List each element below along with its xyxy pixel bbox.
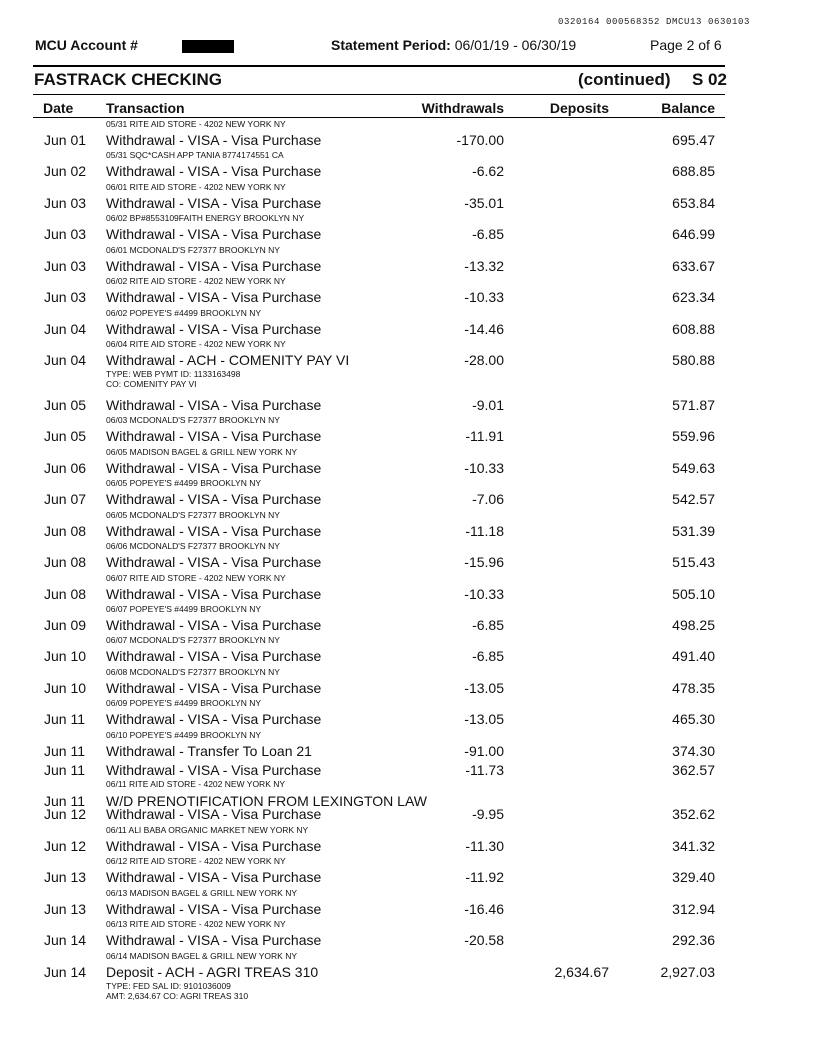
withdrawal-amount: -14.46 xyxy=(464,321,504,337)
transaction-date: Jun 03 xyxy=(44,195,87,211)
balance-amount: 341.32 xyxy=(672,838,715,854)
table-row xyxy=(0,667,816,698)
deposit-amount: 2,634.67 xyxy=(554,964,609,980)
page-number: Page 2 of 6 xyxy=(650,37,722,53)
balance-amount: 531.39 xyxy=(672,523,715,539)
transaction-detail: 06/13 RITE AID STORE - 4202 NEW YORK NY xyxy=(106,919,286,929)
transaction-detail: 06/06 MCDONALD'S F27377 BROOKLYN NY xyxy=(106,541,280,551)
transaction-date: Jun 14 xyxy=(44,932,87,948)
transaction-description: Withdrawal - VISA - Visa Purchase xyxy=(106,762,322,778)
transaction-date: Jun 04 xyxy=(44,321,87,337)
table-row xyxy=(0,698,816,729)
transaction-detail: 06/02 POPEYE'S #4499 BROOKLYN NY xyxy=(106,308,262,318)
withdrawal-amount: -20.58 xyxy=(464,932,504,948)
statement-period-label: Statement Period: xyxy=(331,37,451,53)
withdrawal-amount: -6.85 xyxy=(472,648,504,664)
transaction-description: Withdrawal - VISA - Visa Purchase xyxy=(106,491,322,507)
withdrawal-amount: -10.33 xyxy=(464,586,504,602)
transaction-detail: 06/11 RITE AID STORE - 4202 NEW YORK NY xyxy=(106,779,286,789)
transaction-date: Jun 08 xyxy=(44,523,87,539)
column-header-date: Date xyxy=(43,100,74,116)
transaction-date: Jun 11 xyxy=(44,762,85,778)
transaction-detail: 06/05 MADISON BAGEL & GRILL NEW YORK NY xyxy=(106,447,297,457)
table-row xyxy=(0,573,816,604)
transaction-date: Jun 08 xyxy=(44,586,87,602)
table-row xyxy=(0,213,816,244)
transaction-description: Withdrawal - VISA - Visa Purchase xyxy=(106,711,322,727)
table-row xyxy=(0,276,816,307)
withdrawal-amount: -11.92 xyxy=(465,869,504,885)
table-row xyxy=(0,478,816,509)
balance-amount: 352.62 xyxy=(672,806,715,822)
transaction-detail: 06/07 MCDONALD'S F27377 BROOKLYN NY xyxy=(106,635,280,645)
column-header-divider xyxy=(33,117,725,118)
table-row xyxy=(0,951,816,1001)
transaction-date: Jun 03 xyxy=(44,226,87,242)
transaction-date: Jun 05 xyxy=(44,428,87,444)
transaction-description: Withdrawal - ACH - COMENITY PAY VI xyxy=(106,352,350,368)
transaction-description: Withdrawal - VISA - Visa Purchase xyxy=(106,869,322,885)
withdrawal-amount: -11.18 xyxy=(465,523,504,539)
transaction-description: W/D PRENOTIFICATION FROM LEXINGTON LAW xyxy=(106,793,427,809)
transaction-detail: 06/08 MCDONALD'S F27377 BROOKLYN NY xyxy=(106,667,280,677)
transaction-detail: 06/10 POPEYE'S #4499 BROOKLYN NY xyxy=(106,730,262,740)
transaction-date: Jun 05 xyxy=(44,397,87,413)
withdrawal-amount: -6.85 xyxy=(472,617,504,633)
transaction-description: Deposit - ACH - AGRI TREAS 310 xyxy=(106,964,319,980)
transaction-date: Jun 11 xyxy=(44,793,85,809)
balance-amount: 362.57 xyxy=(672,762,715,778)
transaction-description: Withdrawal - VISA - Visa Purchase xyxy=(106,397,322,413)
transaction-detail: 06/09 POPEYE'S #4499 BROOKLYN NY xyxy=(106,698,262,708)
transaction-detail: 06/07 POPEYE'S #4499 BROOKLYN NY xyxy=(106,604,262,614)
balance-amount: 515.43 xyxy=(672,554,715,570)
transaction-description: Withdrawal - VISA - Visa Purchase xyxy=(106,289,322,305)
withdrawal-amount: -13.05 xyxy=(464,680,504,696)
withdrawal-amount: -11.30 xyxy=(465,838,504,854)
balance-amount: 491.40 xyxy=(672,648,715,664)
withdrawal-amount: -170.00 xyxy=(456,132,504,148)
transaction-date: Jun 12 xyxy=(44,806,87,822)
balance-amount: 549.63 xyxy=(672,460,715,476)
transaction-date: Jun 13 xyxy=(44,869,87,885)
transaction-description: Withdrawal - VISA - Visa Purchase xyxy=(106,586,322,602)
balance-amount: 478.35 xyxy=(672,680,715,696)
transaction-date: Jun 10 xyxy=(44,648,87,664)
transaction-date: Jun 08 xyxy=(44,554,87,570)
transaction-description: Withdrawal - VISA - Visa Purchase xyxy=(106,838,322,854)
account-label: MCU Account # xyxy=(35,37,138,53)
table-row xyxy=(0,150,816,181)
withdrawal-amount: -11.91 xyxy=(465,428,504,444)
header-divider xyxy=(33,65,725,67)
document-code-line: 0320164 000568352 DMCU13 0630103 xyxy=(558,17,751,27)
withdrawal-amount: -6.62 xyxy=(472,163,504,179)
table-row xyxy=(0,604,816,635)
transaction-description: Withdrawal - VISA - Visa Purchase xyxy=(106,460,322,476)
transaction-date: Jun 04 xyxy=(44,352,87,368)
transaction-date: Jun 07 xyxy=(44,491,87,507)
balance-amount: 292.36 xyxy=(672,932,715,948)
balance-amount: 498.25 xyxy=(672,617,715,633)
transaction-detail: 05/31 SQC*CASH APP TANIA 8774174551 CA xyxy=(106,150,284,160)
column-header-deposits: Deposits xyxy=(549,100,609,116)
withdrawal-amount: -16.46 xyxy=(464,901,504,917)
balance-amount: 505.10 xyxy=(672,586,715,602)
balance-amount: 542.57 xyxy=(672,491,715,507)
column-header-transaction: Transaction xyxy=(106,100,185,116)
transaction-description: Withdrawal - VISA - Visa Purchase xyxy=(106,428,322,444)
balance-amount: 571.87 xyxy=(672,397,715,413)
transaction-detail: 06/14 MADISON BAGEL & GRILL NEW YORK NY xyxy=(106,951,297,961)
balance-amount: 688.85 xyxy=(672,163,715,179)
transaction-date: Jun 11 xyxy=(44,711,85,727)
balance-amount: 623.34 xyxy=(672,289,715,305)
transaction-detail: 05/31 RITE AID STORE - 4202 NEW YORK NY xyxy=(106,119,286,129)
balance-amount: 646.99 xyxy=(672,226,715,242)
table-row xyxy=(0,793,816,824)
transaction-detail: 06/05 MCDONALD'S F27377 BROOKLYN NY xyxy=(106,510,280,520)
table-row xyxy=(0,308,816,339)
account-number-redaction xyxy=(182,40,234,53)
transaction-detail: 06/01 RITE AID STORE - 4202 NEW YORK NY xyxy=(106,182,286,192)
withdrawal-amount: -28.00 xyxy=(464,352,504,368)
section-divider xyxy=(33,94,725,95)
transaction-detail: 06/07 RITE AID STORE - 4202 NEW YORK NY xyxy=(106,573,286,583)
transaction-date: Jun 06 xyxy=(44,460,87,476)
transaction-detail: 06/12 RITE AID STORE - 4202 NEW YORK NY xyxy=(106,856,286,866)
transaction-date: Jun 12 xyxy=(44,838,87,854)
transaction-description: Withdrawal - VISA - Visa Purchase xyxy=(106,321,322,337)
withdrawal-amount: -11.73 xyxy=(465,762,504,778)
balance-amount: 695.47 xyxy=(672,132,715,148)
table-row xyxy=(0,510,816,541)
table-row xyxy=(0,888,816,919)
transaction-date: Jun 01 xyxy=(44,132,87,148)
transaction-detail: 06/04 RITE AID STORE - 4202 NEW YORK NY xyxy=(106,339,286,349)
transaction-description: Withdrawal - VISA - Visa Purchase xyxy=(106,901,322,917)
transaction-date: Jun 14 xyxy=(44,964,87,980)
withdrawal-amount: -15.96 xyxy=(464,554,504,570)
withdrawal-amount: -13.32 xyxy=(464,258,504,274)
transaction-detail: 06/02 RITE AID STORE - 4202 NEW YORK NY xyxy=(106,276,286,286)
table-row xyxy=(0,384,816,415)
table-row xyxy=(0,749,816,789)
transaction-description: Withdrawal - VISA - Visa Purchase xyxy=(106,554,322,570)
balance-amount: 608.88 xyxy=(672,321,715,337)
column-header-withdrawals: Withdrawals xyxy=(421,100,504,116)
table-row xyxy=(0,245,816,276)
transaction-description: Withdrawal - VISA - Visa Purchase xyxy=(106,195,322,211)
continued-label: (continued) xyxy=(578,70,671,89)
transaction-description: Withdrawal - VISA - Visa Purchase xyxy=(106,523,322,539)
transaction-date: Jun 03 xyxy=(44,289,87,305)
transaction-description: Withdrawal - VISA - Visa Purchase xyxy=(106,806,322,822)
balance-amount: 2,927.03 xyxy=(660,964,715,980)
table-row xyxy=(0,119,816,150)
column-header-balance: Balance xyxy=(661,100,715,116)
transaction-detail: 06/13 MADISON BAGEL & GRILL NEW YORK NY xyxy=(106,888,297,898)
section-code: S 02 xyxy=(692,70,727,89)
table-row xyxy=(0,541,816,572)
statement-period xyxy=(331,37,576,53)
balance-amount: 329.40 xyxy=(672,869,715,885)
withdrawal-amount: -10.33 xyxy=(464,289,504,305)
withdrawal-amount: -9.01 xyxy=(472,397,504,413)
transaction-detail: TYPE: WEB PYMT ID: 1133163498 xyxy=(106,369,241,379)
balance-amount: 312.94 xyxy=(672,901,715,917)
transaction-date: Jun 13 xyxy=(44,901,87,917)
withdrawal-amount: -10.33 xyxy=(464,460,504,476)
balance-amount: 653.84 xyxy=(672,195,715,211)
table-row xyxy=(0,856,816,887)
transaction-date: Jun 09 xyxy=(44,617,87,633)
transaction-description: Withdrawal - VISA - Visa Purchase xyxy=(106,258,322,274)
transaction-description: Withdrawal - VISA - Visa Purchase xyxy=(106,680,322,696)
statement-period-value: 06/01/19 - 06/30/19 xyxy=(454,37,577,53)
transaction-description: Withdrawal - Transfer To Loan 21 xyxy=(106,743,312,759)
transaction-date: Jun 03 xyxy=(44,258,87,274)
table-row xyxy=(0,919,816,950)
transaction-date: Jun 02 xyxy=(44,163,87,179)
transaction-description: Withdrawal - VISA - Visa Purchase xyxy=(106,226,322,242)
balance-amount: 559.96 xyxy=(672,428,715,444)
balance-amount: 465.30 xyxy=(672,711,715,727)
withdrawal-amount: -7.06 xyxy=(472,491,504,507)
transaction-description: Withdrawal - VISA - Visa Purchase xyxy=(106,132,322,148)
withdrawal-amount: -6.85 xyxy=(472,226,504,242)
withdrawal-amount: -13.05 xyxy=(464,711,504,727)
transaction-date: Jun 10 xyxy=(44,680,87,696)
transaction-description: Withdrawal - VISA - Visa Purchase xyxy=(106,163,322,179)
transaction-detail: AMT: 2,634.67 CO: AGRI TREAS 310 xyxy=(106,991,249,1001)
transaction-detail: TYPE: FED SAL ID: 9101036009 xyxy=(106,981,231,991)
balance-amount: 374.30 xyxy=(672,743,715,759)
withdrawal-amount: -9.95 xyxy=(472,806,504,822)
balance-amount: 580.88 xyxy=(672,352,715,368)
transaction-detail: 06/11 ALI BABA ORGANIC MARKET NEW YORK NY xyxy=(106,825,309,835)
transaction-detail: 06/02 BP#8553109FAITH ENERGY BROOKLYN NY xyxy=(106,213,305,223)
section-title: FASTRACK CHECKING xyxy=(34,70,222,89)
transaction-detail: 06/03 MCDONALD'S F27377 BROOKLYN NY xyxy=(106,415,280,425)
table-row xyxy=(0,447,816,478)
table-row xyxy=(0,339,816,389)
table-row xyxy=(0,182,816,213)
table-row xyxy=(0,825,816,856)
transaction-description: Withdrawal - VISA - Visa Purchase xyxy=(106,617,322,633)
transaction-description: Withdrawal - VISA - Visa Purchase xyxy=(106,648,322,664)
transaction-detail: 06/05 POPEYE'S #4499 BROOKLYN NY xyxy=(106,478,262,488)
transaction-date: Jun 11 xyxy=(44,743,85,759)
transaction-description: Withdrawal - VISA - Visa Purchase xyxy=(106,932,322,948)
table-row xyxy=(0,415,816,446)
balance-amount: 633.67 xyxy=(672,258,715,274)
withdrawal-amount: -35.01 xyxy=(464,195,504,211)
transaction-detail: 06/01 MCDONALD'S F27377 BROOKLYN NY xyxy=(106,245,280,255)
withdrawal-amount: -91.00 xyxy=(464,743,504,759)
transaction-detail: CO: COMENITY PAY VI xyxy=(106,379,197,389)
table-row xyxy=(0,635,816,666)
